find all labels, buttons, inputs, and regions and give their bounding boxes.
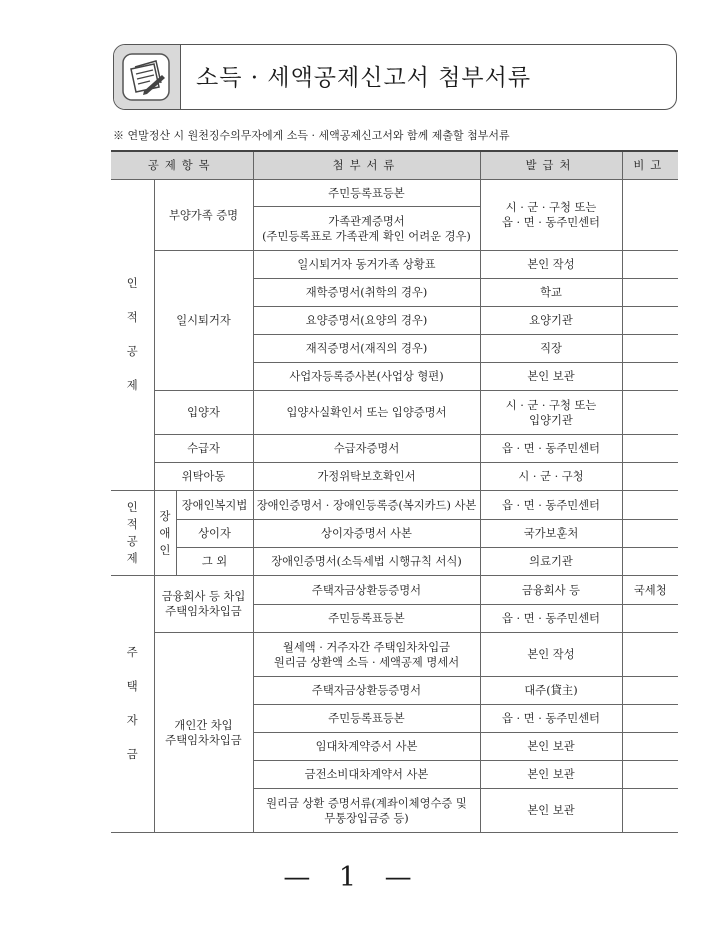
- issuer-cell: 직장: [480, 335, 622, 363]
- group-personal-deduction: 인 적 공 제: [111, 180, 154, 491]
- remark-cell: [622, 335, 678, 363]
- title-banner: [113, 44, 677, 110]
- issuer-cell: 국가보훈처: [480, 520, 622, 548]
- remark-cell: [622, 761, 678, 789]
- remark-cell: [622, 307, 678, 335]
- doc-cell: 상이자증명서 사본: [253, 520, 480, 548]
- remark-cell: [622, 391, 678, 435]
- issuer-cell: 본인 작성: [480, 251, 622, 279]
- doc-cell: 주택자금상환등증명서: [253, 576, 480, 605]
- doc-cell: 재학증명서(취학의 경우): [253, 279, 480, 307]
- group-disabled-deduction: 인 적 공 제: [111, 491, 154, 576]
- item-financial-loan: 금융회사 등 차입 주택임차차입금: [154, 576, 253, 633]
- issuer-cell: 본인 보관: [480, 733, 622, 761]
- doc-cell: 장애인증명서 · 장애인등록증(복지카드) 사본: [253, 491, 480, 520]
- document-folder-icon: [114, 45, 181, 109]
- table-row: [111, 463, 678, 491]
- table-row: [111, 251, 678, 279]
- doc-cell: 금전소비대차계약서 사본: [253, 761, 480, 789]
- remark-cell: [622, 251, 678, 279]
- issuer-cell: 금융회사 등: [480, 576, 622, 605]
- item-temp-away: 일시퇴거자: [154, 251, 253, 391]
- item-foster: 위탁아동: [154, 463, 253, 491]
- remark-cell: [622, 363, 678, 391]
- header-remarks: 비고: [622, 151, 678, 180]
- doc-cell: 수급자증명서: [253, 435, 480, 463]
- issuer-cell: 본인 보관: [480, 789, 622, 833]
- item-disabled-other: 그 외: [176, 548, 253, 576]
- header-issuer: 발급처: [480, 151, 622, 180]
- remark-cell: [622, 705, 678, 733]
- doc-cell: 가족관계증명서 (주민등록표로 가족관계 확인 어려운 경우): [253, 207, 480, 251]
- issuer-cell: 읍 · 면 · 동주민센터: [480, 435, 622, 463]
- issuer-cell: 읍 · 면 · 동주민센터: [480, 491, 622, 520]
- remark-cell: [622, 548, 678, 576]
- header-attachment: 첨부서류: [253, 151, 480, 180]
- doc-cell: 주민등록표등본: [253, 605, 480, 633]
- remark-cell: [622, 435, 678, 463]
- doc-cell: 가정위탁보호확인서: [253, 463, 480, 491]
- item-disabled-welfare: 장애인복지법: [176, 491, 253, 520]
- issuer-cell: 의료기관: [480, 548, 622, 576]
- remark-cell: [622, 520, 678, 548]
- doc-cell: 입양사실확인서 또는 입양증명서: [253, 391, 480, 435]
- table-row: [111, 633, 678, 677]
- remark-cell: [622, 279, 678, 307]
- remark-cell: [622, 677, 678, 705]
- table-row: [111, 548, 678, 576]
- remark-cell: [622, 605, 678, 633]
- doc-cell: 주민등록표등본: [253, 705, 480, 733]
- doc-cell: 주택자금상환등증명서: [253, 677, 480, 705]
- issuer-cell: 본인 작성: [480, 633, 622, 677]
- issuer-cell: 시 · 군 · 구청 또는 읍 · 면 · 동주민센터: [480, 180, 622, 251]
- page-number: — 1 —: [283, 862, 422, 893]
- table-row: [111, 180, 678, 207]
- subgroup-disabled: 장 애 인: [154, 491, 176, 576]
- issuer-cell: 본인 보관: [480, 363, 622, 391]
- table-row: [111, 491, 678, 520]
- group-housing-fund: 주 택 자 금: [111, 576, 154, 833]
- table-row: [111, 391, 678, 435]
- doc-cell: 월세액 · 거주자간 주택임차차입금 원리금 상환액 소득 · 세액공제 명세서: [253, 633, 480, 677]
- issuer-cell: 읍 · 면 · 동주민센터: [480, 705, 622, 733]
- table-row: [111, 520, 678, 548]
- remark-cell: [622, 789, 678, 833]
- note-text: ※ 연말정산 시 원천징수의무자에게 소득 · 세액공제신고서와 함께 제출할 첨부서류: [113, 129, 510, 142]
- doc-cell: 요양증명서(요양의 경우): [253, 307, 480, 335]
- issuer-cell: 시 · 군 · 구청 또는 입양기관: [480, 391, 622, 435]
- issuer-cell: 시 · 군 · 구청: [480, 463, 622, 491]
- doc-cell: 임대차계약증서 사본: [253, 733, 480, 761]
- doc-cell: 재직증명서(재직의 경우): [253, 335, 480, 363]
- issuer-cell: 요양기관: [480, 307, 622, 335]
- doc-cell: 일시퇴거자 동거가족 상황표: [253, 251, 480, 279]
- attachment-table: [111, 150, 678, 833]
- item-dependent: 부양가족 증명: [154, 180, 253, 251]
- table-header-row: [111, 151, 678, 180]
- remark-cell: 국세청: [622, 576, 678, 605]
- remark-cell: [622, 463, 678, 491]
- remark-cell: [622, 491, 678, 520]
- issuer-cell: 대주(貸主): [480, 677, 622, 705]
- issuer-cell: 읍 · 면 · 동주민센터: [480, 605, 622, 633]
- doc-cell: 주민등록표등본: [253, 180, 480, 207]
- item-recipient: 수급자: [154, 435, 253, 463]
- item-veteran: 상이자: [176, 520, 253, 548]
- doc-cell: 장애인증명서(소득세법 시행규칙 서식): [253, 548, 480, 576]
- issuer-cell: 본인 보관: [480, 761, 622, 789]
- table-row: [111, 576, 678, 605]
- issuer-cell: 학교: [480, 279, 622, 307]
- remark-cell: [622, 180, 678, 251]
- doc-cell: 사업자등록증사본(사업상 형편): [253, 363, 480, 391]
- item-adoption: 입양자: [154, 391, 253, 435]
- page-title: 소득 · 세액공제신고서 첨부서류: [196, 65, 532, 91]
- remark-cell: [622, 633, 678, 677]
- table-row: [111, 435, 678, 463]
- header-deduction-item: 공제항목: [111, 151, 253, 180]
- item-private-loan: 개인간 차입 주택임차차입금: [154, 633, 253, 833]
- remark-cell: [622, 733, 678, 761]
- doc-cell: 원리금 상환 증명서류(계좌이체영수증 및 무통장입금증 등): [253, 789, 480, 833]
